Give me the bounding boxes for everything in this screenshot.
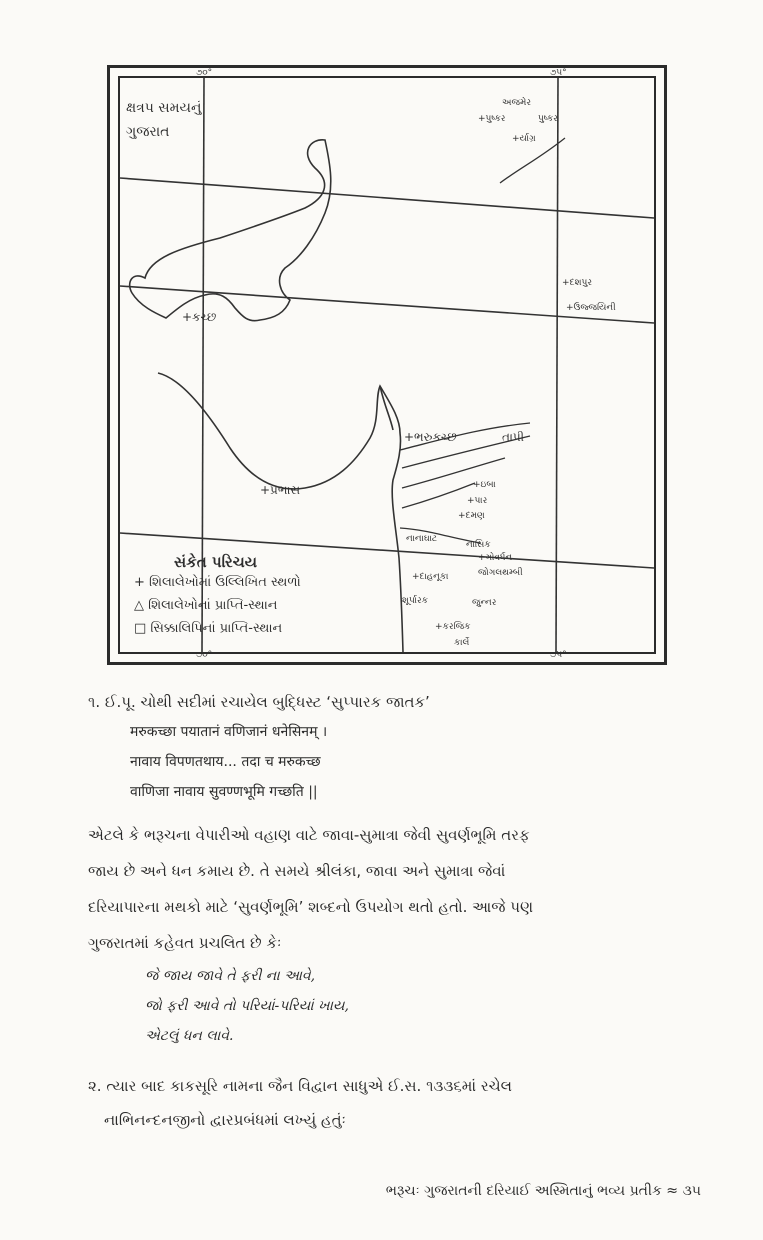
legend-item-inscription-finds: △ શિલાલેખોનાં પ્રાપ્તિ-સ્થાન — [134, 598, 278, 613]
place-dashapur: +દશપુર — [562, 278, 593, 288]
map-title — [126, 96, 201, 144]
river — [500, 138, 565, 183]
paragraph-line-4: ગુજરાતમાં કહેવત પ્રચલિત છે કેઃ — [88, 934, 282, 952]
quote-line-3: એટલું ધન લાવે. — [145, 1028, 234, 1044]
place-kutch: +કચ્છ — [182, 310, 217, 324]
place-daman: +દમણ — [458, 511, 485, 521]
sanskrit-line-3: वाणिजा नावाय सुवण्णभूमि गच्छति || — [130, 784, 318, 800]
quote-line-1: જે જાય જાવે તે ફરી ના આવે, — [145, 968, 316, 984]
place-nasik: નાસિક — [466, 540, 491, 550]
degree-label-75-top: ૭૫° — [550, 68, 567, 78]
grid-line — [556, 78, 558, 652]
paragraph-line-1: એટલે કે ભરૂચના વેપારીઓ વહાણ વાટે જાવા-સુમાત્રા જેવી સુવર્ણભૂમિ તરફ — [88, 826, 530, 844]
legend-title: સંકેત પરિચય — [174, 553, 258, 571]
place-tapi: તાપી — [502, 430, 525, 444]
degree-label-70-top: ૭૦° — [196, 68, 213, 78]
map-figure — [107, 65, 667, 665]
place-pushkar: +પુષ્કર — [478, 114, 506, 124]
place-govardhan: +ગોવર્ધન — [478, 553, 513, 563]
place-karjik: +કરજિક — [435, 622, 471, 632]
place-dahanuka: +દાહનૂકા — [412, 572, 449, 582]
paragraph-line-3: દરિયાપારના મથકો માટે ‘સુવર્ણભૂમિ’ શબ્દનો ઉપયોગ થતો હતો. આજે પણ — [88, 898, 534, 916]
map-drawing — [110, 68, 664, 662]
footnote-2-line-2: નાભિનન્દનજીનો દ્વારપ્રબંધમાં લખ્યું હતુંઃ — [104, 1111, 346, 1129]
map-title-line2: ગુજરાત — [126, 124, 170, 140]
footnote-2-line-1: ૨. ત્યાર બાદ કાકસૂરિ નામના જૈન વિદ્વાન સાધુએ ઈ.સ. ૧૩૩૬માં રચેલ — [88, 1077, 512, 1095]
river — [402, 483, 475, 508]
place-shurparak: શૂર્પારક — [402, 596, 428, 606]
place-pushkar-2: પુષ્કર — [538, 114, 558, 124]
sanskrit-line-2: नावाय विपणतथाय... तदा च मरुकच्छ — [130, 754, 321, 770]
place-nanaghat: નાનાઘાટ — [406, 534, 438, 544]
place-prabhas: +પ્રભાસ — [260, 483, 301, 497]
paragraph-line-2: જાય છે અને ધન કમાય છે. તે સમયે શ્રીલંકા, જાવા અને સુમાત્રા જેવાં — [88, 862, 506, 880]
legend-item-inscription-places: + શિલાલેખોમાં ઉલ્લિખિત સ્થળો — [134, 575, 301, 590]
map-title-line1: ક્ષત્રપ સમયનું — [126, 100, 202, 116]
quote-line-2: જો ફરી આવે તો પરિયાં-પરિયાં ખાય, — [145, 998, 349, 1014]
place-karle: કાર્લે — [454, 638, 470, 648]
page-footer: ભરૂચઃ ગુજરાતની દરિયાઈ અસ્મિતાનું ભવ્ય પ્રતીક ≈ ૩૫ — [385, 1183, 701, 1199]
footnote-1-heading: ૧. ઈ.પૂ. ચોથી સદીમાં રચાયેલ બુદ્ધિસ્ટ ‘સુપ્પારક જાતક’ — [88, 693, 430, 711]
degree-label-70-bottom: ૭૦° — [196, 650, 213, 660]
place-par: +પાર — [467, 496, 488, 506]
place-ujjayini: +ઉજ્જયિની — [566, 303, 616, 313]
grid-line — [120, 178, 654, 218]
degree-label-75-bottom: ૭૫° — [550, 650, 567, 660]
place-jogaltembhi: જોગલથમ્બી — [478, 568, 523, 578]
place-shri: +ર્યાગ્ર — [512, 134, 536, 144]
place-ajmer: અજમેર — [502, 98, 532, 108]
place-junnar: જુન્નર — [472, 598, 497, 608]
sanskrit-line-1: मरुकच्छा पयातानं वणिजानं धनेसिनम् । — [130, 724, 328, 740]
legend-item-coin-finds: □ સિક્કાલિપિનાં પ્રાપ્તિ-સ્થાન — [134, 621, 283, 636]
place-bharukachchh: +ભરુકચ્છ — [404, 430, 457, 444]
place-ikba: +ઇબા — [473, 480, 496, 490]
